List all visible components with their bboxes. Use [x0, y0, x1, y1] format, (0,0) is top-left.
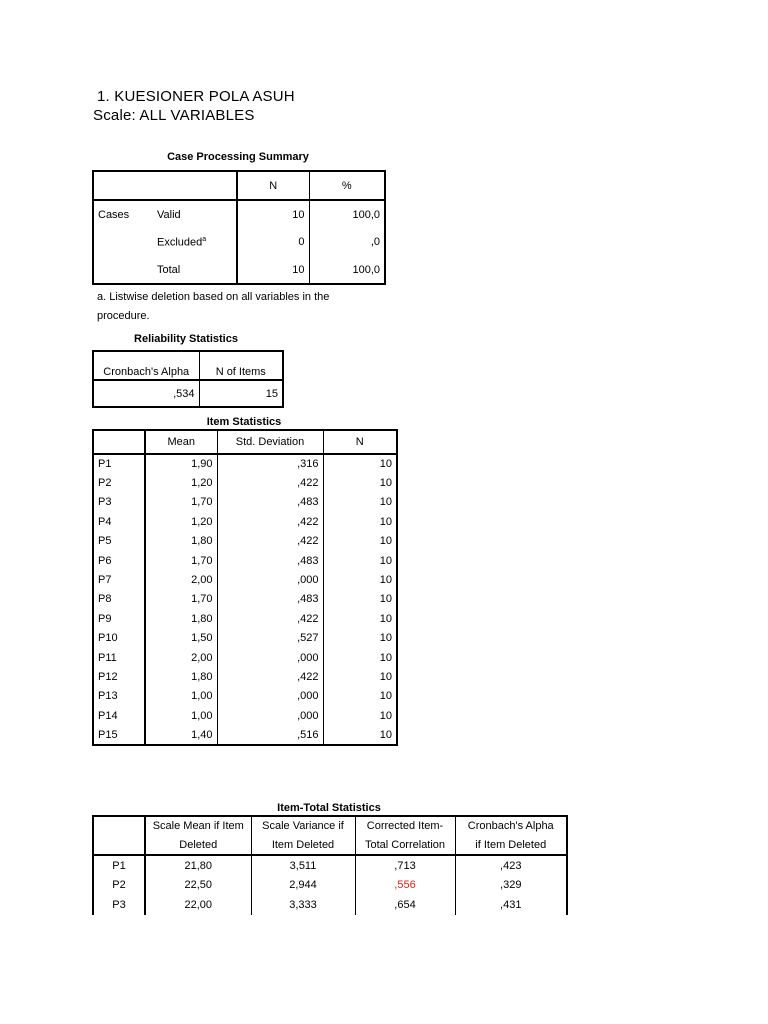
mean-deleted-value: 21,80 — [145, 855, 251, 875]
row-label-text: Total — [157, 263, 181, 276]
sd-value: ,483 — [217, 493, 323, 512]
col-pct-header: % — [341, 179, 352, 192]
sd-value: ,000 — [217, 687, 323, 706]
row-group-label: Cases — [98, 208, 130, 221]
corr-value: ,654 — [355, 895, 455, 915]
col-alpha-header: Cronbach's Alpha — [93, 351, 199, 380]
sd-value: ,422 — [217, 667, 323, 686]
sd-value: ,516 — [217, 725, 323, 744]
item-label: P5 — [93, 532, 145, 551]
mean-value: 1,20 — [145, 512, 217, 531]
col-alpha-deleted-header-2: if Item Deleted — [475, 838, 547, 851]
alpha-deleted-value: ,423 — [500, 859, 522, 872]
table-row — [93, 629, 397, 648]
sd-value: ,000 — [217, 648, 323, 667]
n-items-value: 15 — [265, 387, 278, 400]
item-label: P9 — [93, 609, 145, 628]
mean-value: 1,80 — [145, 667, 217, 686]
item-label: P13 — [93, 687, 145, 706]
table-row — [93, 609, 397, 628]
n-value: 10 — [379, 535, 392, 548]
header-blank — [93, 835, 145, 855]
table-row — [93, 875, 567, 895]
n-value: 10 — [379, 515, 392, 528]
col-var-deleted-header-2: Item Deleted — [251, 835, 355, 855]
n-value: 10 — [379, 496, 392, 509]
table-row — [93, 706, 397, 725]
mean-value: 1,00 — [145, 706, 217, 725]
item-label: P7 — [93, 570, 145, 589]
col-mean-deleted-header-2: Deleted — [145, 835, 251, 855]
item-label: P6 — [93, 551, 145, 570]
table-row — [93, 648, 397, 667]
mean-value: 1,80 — [145, 532, 217, 551]
row-label — [153, 200, 237, 228]
sd-value: ,422 — [217, 609, 323, 628]
table-row — [93, 551, 397, 570]
n-value: 10 — [379, 670, 392, 683]
item-label: P1 — [93, 454, 145, 473]
var-deleted-value: 3,511 — [251, 855, 355, 875]
n-value: 10 — [379, 651, 392, 664]
n-value: 10 — [379, 458, 392, 471]
item-label: P3 — [93, 895, 145, 915]
scale-heading: Scale: ALL VARIABLES — [93, 107, 255, 124]
n-value: 10 — [379, 709, 392, 722]
table-row — [93, 590, 397, 609]
n-value: 10 — [237, 200, 309, 228]
row-group-label — [93, 256, 153, 284]
sd-value: ,422 — [217, 473, 323, 492]
table-row — [93, 855, 567, 875]
item-label: P4 — [93, 512, 145, 531]
n-value: 10 — [379, 690, 392, 703]
mean-value: 1,70 — [145, 551, 217, 570]
table-row — [93, 667, 397, 686]
item-label: P14 — [93, 706, 145, 725]
col-corr-header: Corrected Item- — [355, 816, 455, 835]
mean-value: 1,00 — [145, 687, 217, 706]
corr-value: ,713 — [355, 855, 455, 875]
sd-value: ,483 — [217, 551, 323, 570]
sd-value: ,316 — [217, 454, 323, 473]
mean-value: 1,70 — [145, 590, 217, 609]
sd-value: ,483 — [217, 590, 323, 609]
table-row — [93, 228, 385, 256]
n-value: 10 — [379, 554, 392, 567]
table-row — [93, 725, 397, 744]
table-row — [93, 200, 385, 228]
header-blank — [93, 430, 145, 454]
mean-value: 2,00 — [145, 570, 217, 589]
mean-value: 1,40 — [145, 725, 217, 744]
corr-value: ,556 — [355, 875, 455, 895]
row-label — [153, 228, 237, 256]
table-row — [93, 532, 397, 551]
alpha-deleted-value: ,329 — [500, 879, 522, 891]
col-mean-deleted-header: Scale Mean if Item — [145, 816, 251, 835]
row-label-text: Excluded — [157, 236, 203, 249]
section-heading: 1. KUESIONER POLA ASUH — [97, 88, 295, 105]
n-value: 0 — [237, 228, 309, 256]
item-label: P12 — [93, 667, 145, 686]
item-label: P1 — [93, 855, 145, 875]
item-total-table — [92, 815, 568, 915]
sd-value: ,527 — [217, 629, 323, 648]
mean-deleted-value: 22,00 — [145, 895, 251, 915]
col-n-header: N — [237, 171, 309, 200]
header-blank — [93, 816, 145, 835]
n-value: 10 — [237, 256, 309, 284]
row-label — [153, 256, 237, 284]
col-n-header: N — [355, 436, 364, 448]
table-row — [93, 570, 397, 589]
var-deleted-value: 2,944 — [251, 875, 355, 895]
table-row — [93, 454, 397, 473]
col-var-deleted-header: Scale Variance if — [251, 816, 355, 835]
n-value: 10 — [379, 612, 392, 625]
item-label: P15 — [93, 725, 145, 744]
n-value: 10 — [379, 477, 392, 490]
item-label: P2 — [93, 875, 145, 895]
item-label: P2 — [93, 473, 145, 492]
mean-deleted-value: 22,50 — [145, 875, 251, 895]
col-corr-header-2: Total Correlation — [355, 835, 455, 855]
col-alpha-deleted-header: Cronbach's Alpha — [467, 820, 554, 832]
item-stats-title: Item Statistics — [206, 416, 282, 428]
sd-value: ,422 — [217, 532, 323, 551]
item-label: P11 — [93, 648, 145, 667]
reliability-table — [92, 350, 284, 408]
footnote-marker: a — [202, 235, 207, 243]
row-label-text: Valid — [157, 208, 181, 221]
item-total-title: Item-Total Statistics — [277, 802, 381, 814]
item-label: P10 — [93, 629, 145, 648]
table-row — [93, 687, 397, 706]
reliability-title: Reliability Statistics — [134, 333, 238, 345]
n-value: 10 — [379, 728, 392, 741]
row-group-label — [93, 228, 153, 256]
col-sd-header: Std. Deviation — [217, 430, 323, 454]
item-label: P8 — [93, 590, 145, 609]
table-row — [93, 512, 397, 531]
alpha-deleted-value: ,431 — [500, 899, 522, 911]
alpha-value: ,534 — [93, 380, 199, 407]
n-value: 10 — [379, 574, 392, 587]
table-row — [93, 493, 397, 512]
item-stats-table — [92, 429, 398, 746]
table-row — [93, 895, 567, 915]
footnote-line-2: procedure. — [97, 310, 150, 322]
mean-value: 1,70 — [145, 493, 217, 512]
sd-value: ,000 — [217, 570, 323, 589]
sd-value: ,422 — [217, 512, 323, 531]
mean-value: 2,00 — [145, 648, 217, 667]
mean-value: 1,20 — [145, 473, 217, 492]
header-blank — [93, 171, 237, 200]
mean-value: 1,90 — [145, 454, 217, 473]
n-value: 10 — [379, 632, 392, 645]
mean-value: 1,80 — [145, 609, 217, 628]
case-processing-table — [92, 170, 386, 285]
var-deleted-value: 3,333 — [251, 895, 355, 915]
pct-value: 100,0 — [352, 208, 380, 221]
table-row — [93, 256, 385, 284]
mean-value: 1,50 — [145, 629, 217, 648]
pct-value: 100,0 — [352, 263, 380, 276]
pct-value: ,0 — [370, 236, 380, 248]
sd-value: ,000 — [217, 706, 323, 725]
col-items-header: N of Items — [215, 366, 266, 378]
n-value: 10 — [379, 593, 392, 606]
item-label: P3 — [93, 493, 145, 512]
footnote-line-1: a. Listwise deletion based on all variables in the — [97, 291, 330, 303]
table-row — [93, 473, 397, 492]
case-processing-title: Case Processing Summary — [167, 151, 309, 163]
col-mean-header: Mean — [145, 430, 217, 454]
